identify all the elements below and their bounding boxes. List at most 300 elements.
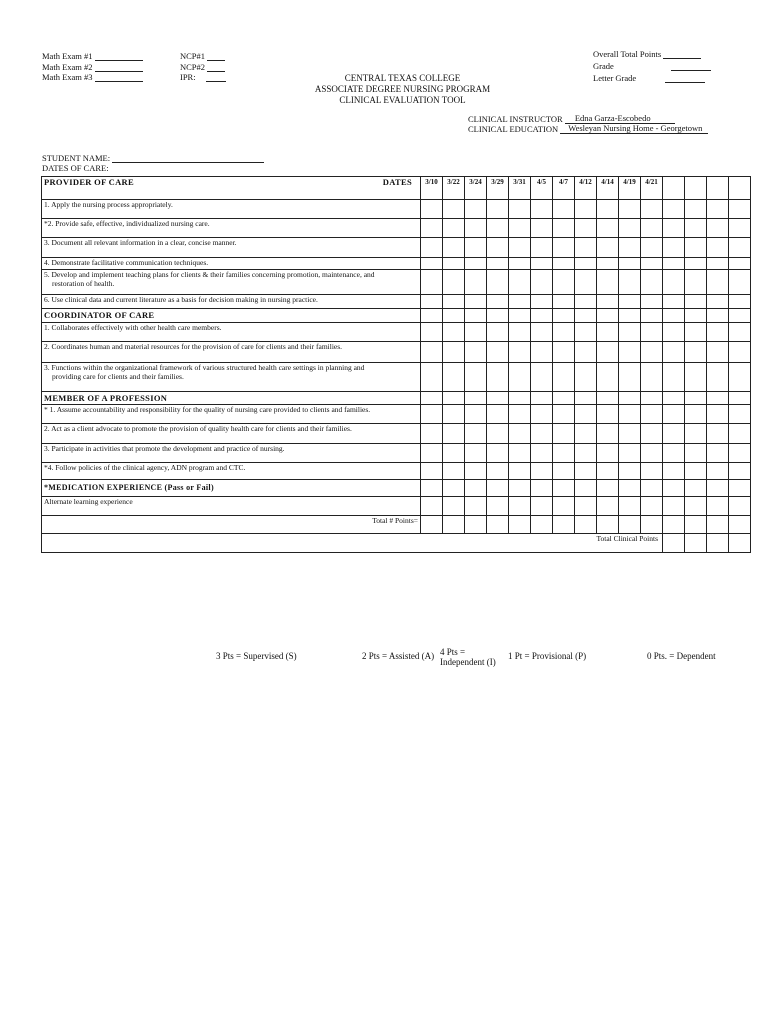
score-cell[interactable]	[663, 516, 685, 534]
score-cell[interactable]	[663, 424, 685, 444]
score-cell	[553, 309, 575, 323]
legend-independent-line1: 4 Pts =	[440, 647, 466, 657]
score-cell[interactable]	[685, 238, 707, 258]
score-cell[interactable]	[619, 270, 641, 295]
score-cell[interactable]	[575, 270, 597, 295]
score-cell[interactable]	[685, 258, 707, 270]
score-cell[interactable]	[729, 219, 751, 238]
score-cell[interactable]	[597, 463, 619, 480]
table-row	[42, 424, 751, 444]
score-cell[interactable]	[487, 405, 509, 424]
score-cell[interactable]	[421, 270, 443, 295]
score-cell[interactable]	[597, 270, 619, 295]
score-cell[interactable]	[619, 200, 641, 219]
score-cell[interactable]	[685, 534, 707, 553]
date-cell: 3/29	[487, 177, 509, 200]
score-cell[interactable]	[443, 200, 465, 219]
score-cell[interactable]	[597, 323, 619, 342]
score-cell[interactable]	[531, 424, 553, 444]
score-cell	[443, 309, 465, 323]
score-cell[interactable]	[663, 219, 685, 238]
section-row	[42, 309, 751, 323]
score-cell[interactable]	[553, 424, 575, 444]
score-cell[interactable]	[509, 497, 531, 516]
score-cell	[465, 392, 487, 405]
score-cell[interactable]	[685, 516, 707, 534]
score-cell[interactable]	[421, 295, 443, 309]
score-cell[interactable]	[729, 295, 751, 309]
score-cell[interactable]	[421, 200, 443, 219]
score-cell[interactable]	[597, 405, 619, 424]
score-cell[interactable]	[465, 258, 487, 270]
score-cell[interactable]	[487, 238, 509, 258]
criterion-label-multiline	[42, 363, 421, 392]
score-cell[interactable]	[729, 497, 751, 516]
score-cell[interactable]	[707, 405, 729, 424]
score-cell[interactable]	[663, 342, 685, 363]
score-cell[interactable]	[553, 295, 575, 309]
score-cell[interactable]	[531, 405, 553, 424]
score-cell[interactable]	[663, 200, 685, 219]
score-cell[interactable]	[465, 405, 487, 424]
score-cell[interactable]	[531, 516, 553, 534]
score-cell[interactable]	[685, 219, 707, 238]
score-cell[interactable]	[707, 323, 729, 342]
score-cell[interactable]	[685, 497, 707, 516]
score-cell[interactable]	[553, 363, 575, 392]
criterion-label-multiline	[42, 270, 421, 295]
score-cell	[421, 309, 443, 323]
score-cell[interactable]	[729, 480, 751, 497]
score-cell[interactable]	[619, 323, 641, 342]
score-cell[interactable]	[663, 295, 685, 309]
score-cell[interactable]	[465, 424, 487, 444]
table-row	[42, 270, 751, 295]
score-cell[interactable]	[707, 463, 729, 480]
letter-grade-field[interactable]	[665, 82, 705, 83]
score-cell[interactable]	[619, 219, 641, 238]
clinical-instructor-value[interactable]: Edna Garza-Escobedo	[565, 113, 675, 124]
score-cell[interactable]	[509, 258, 531, 270]
score-cell[interactable]	[707, 534, 729, 553]
score-cell[interactable]	[597, 497, 619, 516]
score-cell[interactable]	[575, 463, 597, 480]
score-cell[interactable]	[663, 363, 685, 392]
score-cell[interactable]	[487, 323, 509, 342]
score-cell[interactable]	[487, 258, 509, 270]
score-cell[interactable]	[531, 270, 553, 295]
score-cell[interactable]	[597, 200, 619, 219]
score-cell[interactable]	[443, 258, 465, 270]
score-cell[interactable]	[619, 424, 641, 444]
score-cell[interactable]	[619, 497, 641, 516]
score-cell[interactable]	[729, 516, 751, 534]
score-cell[interactable]	[531, 258, 553, 270]
score-cell[interactable]	[619, 258, 641, 270]
score-cell[interactable]	[443, 323, 465, 342]
score-cell	[663, 392, 685, 405]
score-cell	[509, 392, 531, 405]
score-cell[interactable]	[597, 295, 619, 309]
score-cell[interactable]	[575, 200, 597, 219]
score-cell[interactable]	[729, 238, 751, 258]
score-cell[interactable]	[465, 238, 487, 258]
criterion-label: 6. Use clinical data and current literature as a basis for decision making in nursing practice.	[42, 295, 421, 309]
score-cell[interactable]	[663, 258, 685, 270]
score-cell[interactable]	[509, 323, 531, 342]
score-cell[interactable]	[553, 270, 575, 295]
score-cell[interactable]	[443, 405, 465, 424]
score-cell[interactable]	[421, 424, 443, 444]
table-row	[42, 363, 751, 392]
math-exam-1-field[interactable]	[95, 60, 143, 61]
score-cell[interactable]	[553, 463, 575, 480]
score-cell[interactable]	[487, 270, 509, 295]
score-cell[interactable]	[509, 200, 531, 219]
score-cell[interactable]	[465, 270, 487, 295]
score-cell[interactable]	[487, 497, 509, 516]
score-cell[interactable]	[685, 444, 707, 463]
score-cell[interactable]	[575, 444, 597, 463]
score-cell[interactable]	[575, 342, 597, 363]
score-cell[interactable]	[465, 463, 487, 480]
score-cell[interactable]	[487, 424, 509, 444]
score-cell[interactable]	[509, 480, 531, 497]
score-cell[interactable]	[597, 424, 619, 444]
score-cell[interactable]	[509, 463, 531, 480]
score-cell[interactable]	[663, 497, 685, 516]
score-cell[interactable]	[421, 516, 443, 534]
score-cell[interactable]	[443, 444, 465, 463]
score-cell[interactable]	[421, 258, 443, 270]
criterion-label: * 1. Assume accountability and responsibility for the quality of nursing care provided to clients and families.	[42, 405, 421, 424]
criterion-label-continuation: restoration of health.	[52, 278, 115, 288]
score-cell[interactable]	[641, 480, 663, 497]
alternate-learning-label: Alternate learning experience	[42, 497, 421, 516]
ipr	[180, 72, 226, 82]
score-cell[interactable]	[421, 323, 443, 342]
score-cell[interactable]	[421, 238, 443, 258]
math-exam-3-field[interactable]	[95, 81, 143, 82]
score-cell[interactable]	[509, 342, 531, 363]
ncp-1-field[interactable]	[207, 60, 225, 61]
score-cell[interactable]	[619, 238, 641, 258]
score-cell[interactable]	[443, 497, 465, 516]
score-cell[interactable]	[575, 323, 597, 342]
score-cell[interactable]	[465, 219, 487, 238]
score-cell[interactable]	[685, 424, 707, 444]
score-cell[interactable]	[465, 516, 487, 534]
score-cell[interactable]	[729, 342, 751, 363]
score-cell[interactable]	[531, 444, 553, 463]
score-cell[interactable]	[641, 405, 663, 424]
score-cell[interactable]	[443, 363, 465, 392]
score-cell[interactable]	[641, 200, 663, 219]
total-points-label: Total # Points=	[42, 516, 421, 534]
score-cell[interactable]	[641, 363, 663, 392]
score-cell[interactable]	[509, 405, 531, 424]
score-cell[interactable]	[531, 323, 553, 342]
score-cell[interactable]	[707, 295, 729, 309]
score-cell[interactable]	[641, 497, 663, 516]
score-cell[interactable]	[729, 424, 751, 444]
score-cell[interactable]	[531, 238, 553, 258]
score-cell[interactable]	[641, 238, 663, 258]
score-cell[interactable]	[575, 424, 597, 444]
score-cell[interactable]	[509, 238, 531, 258]
score-cell[interactable]	[641, 323, 663, 342]
score-cell[interactable]	[421, 342, 443, 363]
score-cell[interactable]	[685, 342, 707, 363]
score-cell[interactable]	[663, 405, 685, 424]
score-cell[interactable]	[663, 534, 685, 553]
date-cell	[663, 177, 685, 200]
score-cell[interactable]	[597, 219, 619, 238]
score-cell[interactable]	[729, 323, 751, 342]
score-cell[interactable]	[707, 200, 729, 219]
clinical-education-label: CLINICAL EDUCATION	[468, 124, 559, 134]
score-cell[interactable]	[663, 480, 685, 497]
total-clinical-row	[42, 534, 751, 553]
score-cell[interactable]	[575, 219, 597, 238]
score-cell[interactable]	[553, 516, 575, 534]
score-cell[interactable]	[465, 497, 487, 516]
score-cell[interactable]	[641, 258, 663, 270]
score-cell[interactable]	[465, 323, 487, 342]
score-cell[interactable]	[729, 270, 751, 295]
score-cell[interactable]	[663, 270, 685, 295]
score-cell[interactable]	[575, 295, 597, 309]
score-cell[interactable]	[685, 270, 707, 295]
score-cell[interactable]	[729, 200, 751, 219]
score-cell[interactable]	[575, 363, 597, 392]
table-row	[42, 258, 751, 270]
score-cell[interactable]	[421, 497, 443, 516]
score-cell[interactable]	[443, 342, 465, 363]
score-cell[interactable]	[707, 424, 729, 444]
score-cell[interactable]	[597, 342, 619, 363]
score-cell[interactable]	[553, 200, 575, 219]
score-cell[interactable]	[531, 200, 553, 219]
score-cell	[421, 392, 443, 405]
score-cell[interactable]	[575, 516, 597, 534]
score-cell[interactable]	[707, 516, 729, 534]
score-cell[interactable]	[707, 238, 729, 258]
score-cell[interactable]	[553, 405, 575, 424]
score-cell[interactable]	[487, 516, 509, 534]
score-cell[interactable]	[597, 363, 619, 392]
score-cell[interactable]	[707, 270, 729, 295]
date-cell: 3/31	[509, 177, 531, 200]
score-cell[interactable]	[509, 270, 531, 295]
date-cell: 4/5	[531, 177, 553, 200]
score-cell[interactable]	[465, 342, 487, 363]
score-cell[interactable]	[685, 480, 707, 497]
score-cell[interactable]	[421, 219, 443, 238]
score-cell[interactable]	[509, 444, 531, 463]
score-cell[interactable]	[685, 323, 707, 342]
score-cell[interactable]	[553, 219, 575, 238]
score-cell[interactable]	[531, 219, 553, 238]
math-exam-1-label: Math Exam #1	[42, 51, 93, 61]
score-cell[interactable]	[729, 258, 751, 270]
score-cell[interactable]	[663, 463, 685, 480]
score-cell[interactable]	[575, 258, 597, 270]
score-cell[interactable]	[421, 405, 443, 424]
score-cell[interactable]	[707, 363, 729, 392]
score-cell[interactable]	[553, 444, 575, 463]
score-cell[interactable]	[685, 295, 707, 309]
score-cell[interactable]	[707, 497, 729, 516]
score-cell[interactable]	[487, 200, 509, 219]
criterion-label: *4. Follow policies of the clinical agency, ADN program and CTC.	[42, 463, 421, 480]
clinical-instructor-label: CLINICAL INSTRUCTOR	[468, 114, 563, 124]
score-cell[interactable]	[487, 463, 509, 480]
score-cell	[729, 392, 751, 405]
score-cell[interactable]	[729, 363, 751, 392]
total-clinical-label: Total Clinical Points	[42, 534, 663, 553]
score-cell[interactable]	[443, 516, 465, 534]
score-cell[interactable]	[619, 463, 641, 480]
score-cell[interactable]	[663, 238, 685, 258]
score-cell	[487, 392, 509, 405]
score-cell[interactable]	[685, 363, 707, 392]
score-cell[interactable]	[553, 342, 575, 363]
table-row	[42, 200, 751, 219]
score-cell[interactable]	[509, 219, 531, 238]
score-cell[interactable]	[707, 480, 729, 497]
score-cell[interactable]	[531, 363, 553, 392]
score-cell[interactable]	[619, 444, 641, 463]
score-cell[interactable]	[575, 405, 597, 424]
score-cell[interactable]	[443, 295, 465, 309]
score-cell[interactable]	[641, 342, 663, 363]
ipr-field[interactable]	[206, 81, 226, 82]
date-cell: 4/12	[575, 177, 597, 200]
score-cell[interactable]	[531, 342, 553, 363]
score-cell[interactable]	[707, 219, 729, 238]
score-cell[interactable]	[597, 238, 619, 258]
score-cell[interactable]	[487, 342, 509, 363]
score-cell[interactable]	[465, 480, 487, 497]
score-cell[interactable]	[509, 424, 531, 444]
score-cell[interactable]	[729, 534, 751, 553]
score-cell[interactable]	[553, 323, 575, 342]
score-cell[interactable]	[421, 480, 443, 497]
ncp-1	[180, 51, 225, 61]
score-cell[interactable]	[531, 497, 553, 516]
score-cell[interactable]	[443, 463, 465, 480]
score-cell[interactable]	[575, 480, 597, 497]
score-cell[interactable]	[443, 238, 465, 258]
score-cell[interactable]	[641, 444, 663, 463]
score-cell[interactable]	[641, 295, 663, 309]
score-cell[interactable]	[465, 295, 487, 309]
score-cell[interactable]	[487, 219, 509, 238]
score-cell[interactable]	[575, 497, 597, 516]
score-cell[interactable]	[553, 238, 575, 258]
score-cell[interactable]	[487, 363, 509, 392]
score-cell[interactable]	[487, 480, 509, 497]
score-cell[interactable]	[553, 258, 575, 270]
score-cell	[729, 309, 751, 323]
overall-total-points-label: Overall Total Points	[593, 49, 662, 59]
score-cell	[531, 392, 553, 405]
score-cell[interactable]	[575, 238, 597, 258]
score-cell	[575, 392, 597, 405]
score-cell[interactable]	[641, 516, 663, 534]
score-cell[interactable]	[465, 444, 487, 463]
score-cell[interactable]	[663, 444, 685, 463]
score-cell[interactable]	[619, 295, 641, 309]
score-cell[interactable]	[553, 497, 575, 516]
grade-field[interactable]	[671, 70, 711, 71]
score-cell[interactable]	[619, 480, 641, 497]
score-cell[interactable]	[443, 219, 465, 238]
score-cell[interactable]	[597, 480, 619, 497]
score-cell[interactable]	[509, 516, 531, 534]
score-cell[interactable]	[465, 363, 487, 392]
score-cell[interactable]	[421, 444, 443, 463]
criterion-label: 4. Demonstrate facilitative communication techniques.	[42, 258, 421, 270]
score-cell[interactable]	[685, 200, 707, 219]
score-cell[interactable]	[641, 219, 663, 238]
score-cell[interactable]	[663, 323, 685, 342]
score-cell[interactable]	[707, 444, 729, 463]
student-name-field[interactable]	[112, 162, 264, 163]
score-cell[interactable]	[531, 480, 553, 497]
score-cell[interactable]	[465, 200, 487, 219]
score-cell[interactable]	[729, 444, 751, 463]
score-cell[interactable]	[729, 405, 751, 424]
score-cell[interactable]	[597, 258, 619, 270]
score-cell[interactable]	[421, 363, 443, 392]
score-cell[interactable]	[685, 405, 707, 424]
score-cell[interactable]	[641, 270, 663, 295]
overall-total-points-field[interactable]	[663, 58, 701, 59]
score-cell[interactable]	[597, 444, 619, 463]
score-cell[interactable]	[443, 424, 465, 444]
score-cell[interactable]	[531, 295, 553, 309]
score-cell[interactable]	[619, 405, 641, 424]
score-cell[interactable]	[509, 363, 531, 392]
date-cell: 4/14	[597, 177, 619, 200]
score-cell[interactable]	[619, 342, 641, 363]
score-cell[interactable]	[509, 295, 531, 309]
score-cell[interactable]	[641, 424, 663, 444]
score-cell[interactable]	[487, 295, 509, 309]
score-cell[interactable]	[729, 463, 751, 480]
score-cell[interactable]	[421, 463, 443, 480]
score-cell[interactable]	[487, 444, 509, 463]
score-cell[interactable]	[597, 516, 619, 534]
criterion-label: 3. Document all relevant information in a clear, concise manner.	[42, 238, 421, 258]
score-cell[interactable]	[531, 463, 553, 480]
score-cell[interactable]	[619, 516, 641, 534]
criterion-label: 1. Collaborates effectively with other health care members.	[42, 323, 421, 342]
score-cell[interactable]	[619, 363, 641, 392]
score-cell[interactable]	[443, 480, 465, 497]
score-cell[interactable]	[685, 463, 707, 480]
section-title-provider: PROVIDER OF CARE	[44, 177, 134, 187]
score-cell[interactable]	[641, 463, 663, 480]
score-cell[interactable]	[707, 342, 729, 363]
score-cell[interactable]	[707, 258, 729, 270]
date-cell: 3/10	[421, 177, 443, 200]
score-cell[interactable]	[443, 270, 465, 295]
score-cell[interactable]	[553, 480, 575, 497]
clinical-education-value[interactable]: Wesleyan Nursing Home - Georgetown	[560, 123, 708, 134]
